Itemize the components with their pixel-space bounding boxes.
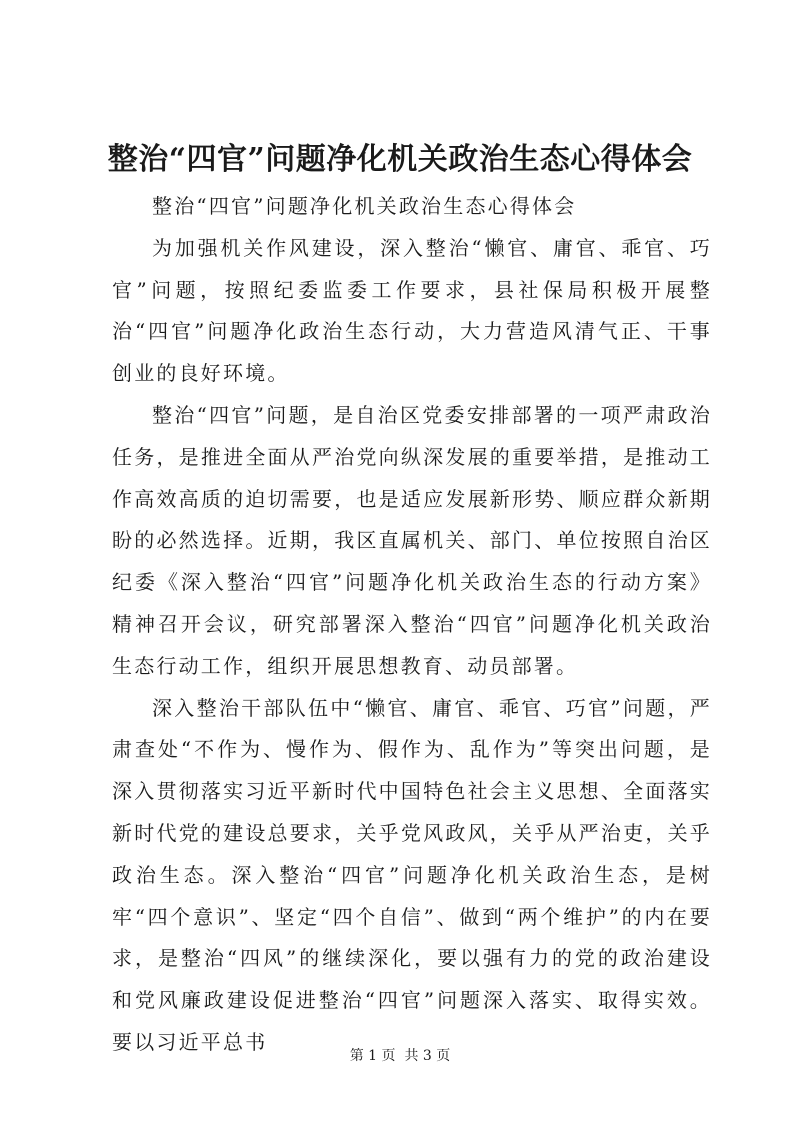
document-body xyxy=(112,186,712,1064)
page-footer xyxy=(0,1046,800,1066)
paragraph-1: 为加强机关作风建设，深入整治“懒官、庸官、乖官、巧官”问题，按照纪委监委工作要求，县社保局积极开展整治“四官”问题净化政治生态行动，大力营造风清气正、干事创业的良好环境。 xyxy=(112,235,712,386)
paragraph-2: 整治“四官”问题，是自治区党委安排部署的一项严肃政治任务，是推进全面从严治党向纵深发展的重要举措，是推动工作高效高质的迫切需要，也是适应发展新形势、顺应群众新期盼的必然选择。近期，我区直属机关、部门、单位按照自治区纪委《深入整治“四官”问题净化机关政治生态的行动方案》精神召开会议，研究部署深入整治“四官”问题净化机关政治生态行动工作，组织开展思想教育、动员部署。 xyxy=(112,402,712,678)
page-number: 第 1 页 共 3 页 xyxy=(349,1048,451,1064)
document-subtitle: 整治“四官”问题净化机关政治生态心得体会 xyxy=(152,194,577,218)
paragraph-3: 深入整治干部队伍中“懒官、庸官、乖官、巧官”问题，严肃查处“不作为、慢作为、假作为、乱作为”等突出问题，是深入贯彻落实习近平新时代中国特色社会主义思想、全面落实新时代党的建设总要求，关乎党风政风，关乎从严治吏，关乎政治生态。深入整治“四官”问题净化机关政治生态，是树牢“四个意识”、坚定“四个自信”、做到“两个维护”的内在要求，是整治“四风”的继续深化，要以强有力的党的政治建设和党风廉政建设促进整治“四官”问题深入落实、取得实效。要以习近平总书 xyxy=(112,695,712,1054)
document-title: 整治“四官”问题净化机关政治生态心得体会 xyxy=(107,142,693,177)
